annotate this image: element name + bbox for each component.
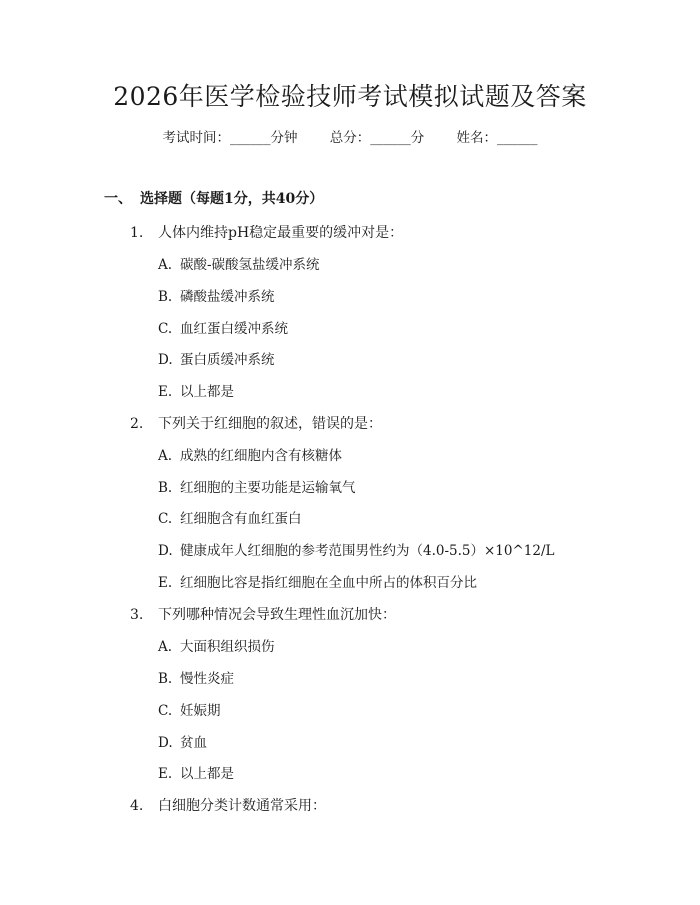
option-text: 贫血	[180, 735, 207, 751]
option	[158, 637, 275, 657]
option	[158, 382, 234, 402]
question	[130, 605, 396, 625]
question-number: 4.	[130, 798, 144, 814]
question-text: 人体内维持pH稳定最重要的缓冲对是：	[158, 225, 404, 241]
section-number: 一、	[104, 191, 132, 207]
option	[158, 319, 288, 339]
option	[158, 701, 221, 721]
section-heading	[104, 189, 323, 209]
option-text: 以上都是	[180, 766, 234, 782]
option-letter: E.	[158, 766, 173, 782]
question-text: 下列关于红细胞的叙述，错误的是：	[158, 416, 382, 432]
exam-time-field: 考试时间：______分钟	[162, 130, 298, 146]
option-text: 以上都是	[180, 384, 234, 400]
option-letter: B.	[158, 289, 173, 305]
section-title: 选择题（每题1分，共40分）	[140, 191, 324, 207]
option	[158, 255, 320, 275]
question	[130, 223, 403, 243]
total-score-field: 总分：______分	[329, 130, 425, 146]
option-text: 妊娠期	[180, 703, 221, 719]
option-text: 慢性炎症	[180, 671, 234, 687]
option-text: 红细胞含有血红蛋白	[180, 511, 302, 527]
question-number: 1.	[130, 225, 144, 241]
student-name-field: 姓名：______	[456, 130, 538, 146]
question-number: 3.	[130, 607, 144, 623]
option-text: 碳酸-碳酸氢盐缓冲系统	[180, 257, 320, 273]
question-text: 白细胞分类计数通常采用：	[158, 798, 326, 814]
option	[158, 287, 275, 307]
option	[158, 509, 302, 529]
option-letter: D.	[158, 735, 173, 751]
option-letter: E.	[158, 384, 173, 400]
option-text: 蛋白质缓冲系统	[180, 352, 275, 368]
option-letter: C.	[158, 321, 173, 337]
option-letter: A.	[158, 448, 173, 464]
option-text: 红细胞比容是指红细胞在全血中所占的体积百分比	[180, 575, 477, 591]
option-letter: A.	[158, 257, 173, 273]
option-letter: A.	[158, 639, 173, 655]
option-text: 红细胞的主要功能是运输氧气	[180, 480, 356, 496]
option-letter: B.	[158, 671, 173, 687]
option	[158, 446, 342, 466]
option	[158, 764, 234, 784]
question-number: 2.	[130, 416, 144, 432]
question	[130, 414, 382, 434]
option	[158, 733, 207, 753]
option-letter: E.	[158, 575, 173, 591]
option-letter: D.	[158, 352, 173, 368]
option	[158, 573, 477, 593]
option	[158, 478, 356, 498]
option-text: 磷酸盐缓冲系统	[180, 289, 275, 305]
option	[158, 541, 555, 561]
option-text: 大面积组织损伤	[180, 639, 275, 655]
option-letter: B.	[158, 480, 173, 496]
page-title: 2026年医学检验技师考试模拟试题及答案	[113, 82, 587, 111]
option-letter: C.	[158, 511, 173, 527]
question	[130, 796, 326, 816]
option-text: 成熟的红细胞内含有核糖体	[180, 448, 342, 464]
option-text: 健康成年人红细胞的参考范围男性约为（4.0-5.5）×10^12/L	[180, 543, 555, 559]
exam-meta	[0, 128, 700, 148]
option-letter: D.	[158, 543, 173, 559]
question-text: 下列哪种情况会导致生理性血沉加快：	[158, 607, 396, 623]
option-letter: C.	[158, 703, 173, 719]
option	[158, 669, 234, 689]
option	[158, 350, 275, 370]
option-text: 血红蛋白缓冲系统	[180, 321, 288, 337]
